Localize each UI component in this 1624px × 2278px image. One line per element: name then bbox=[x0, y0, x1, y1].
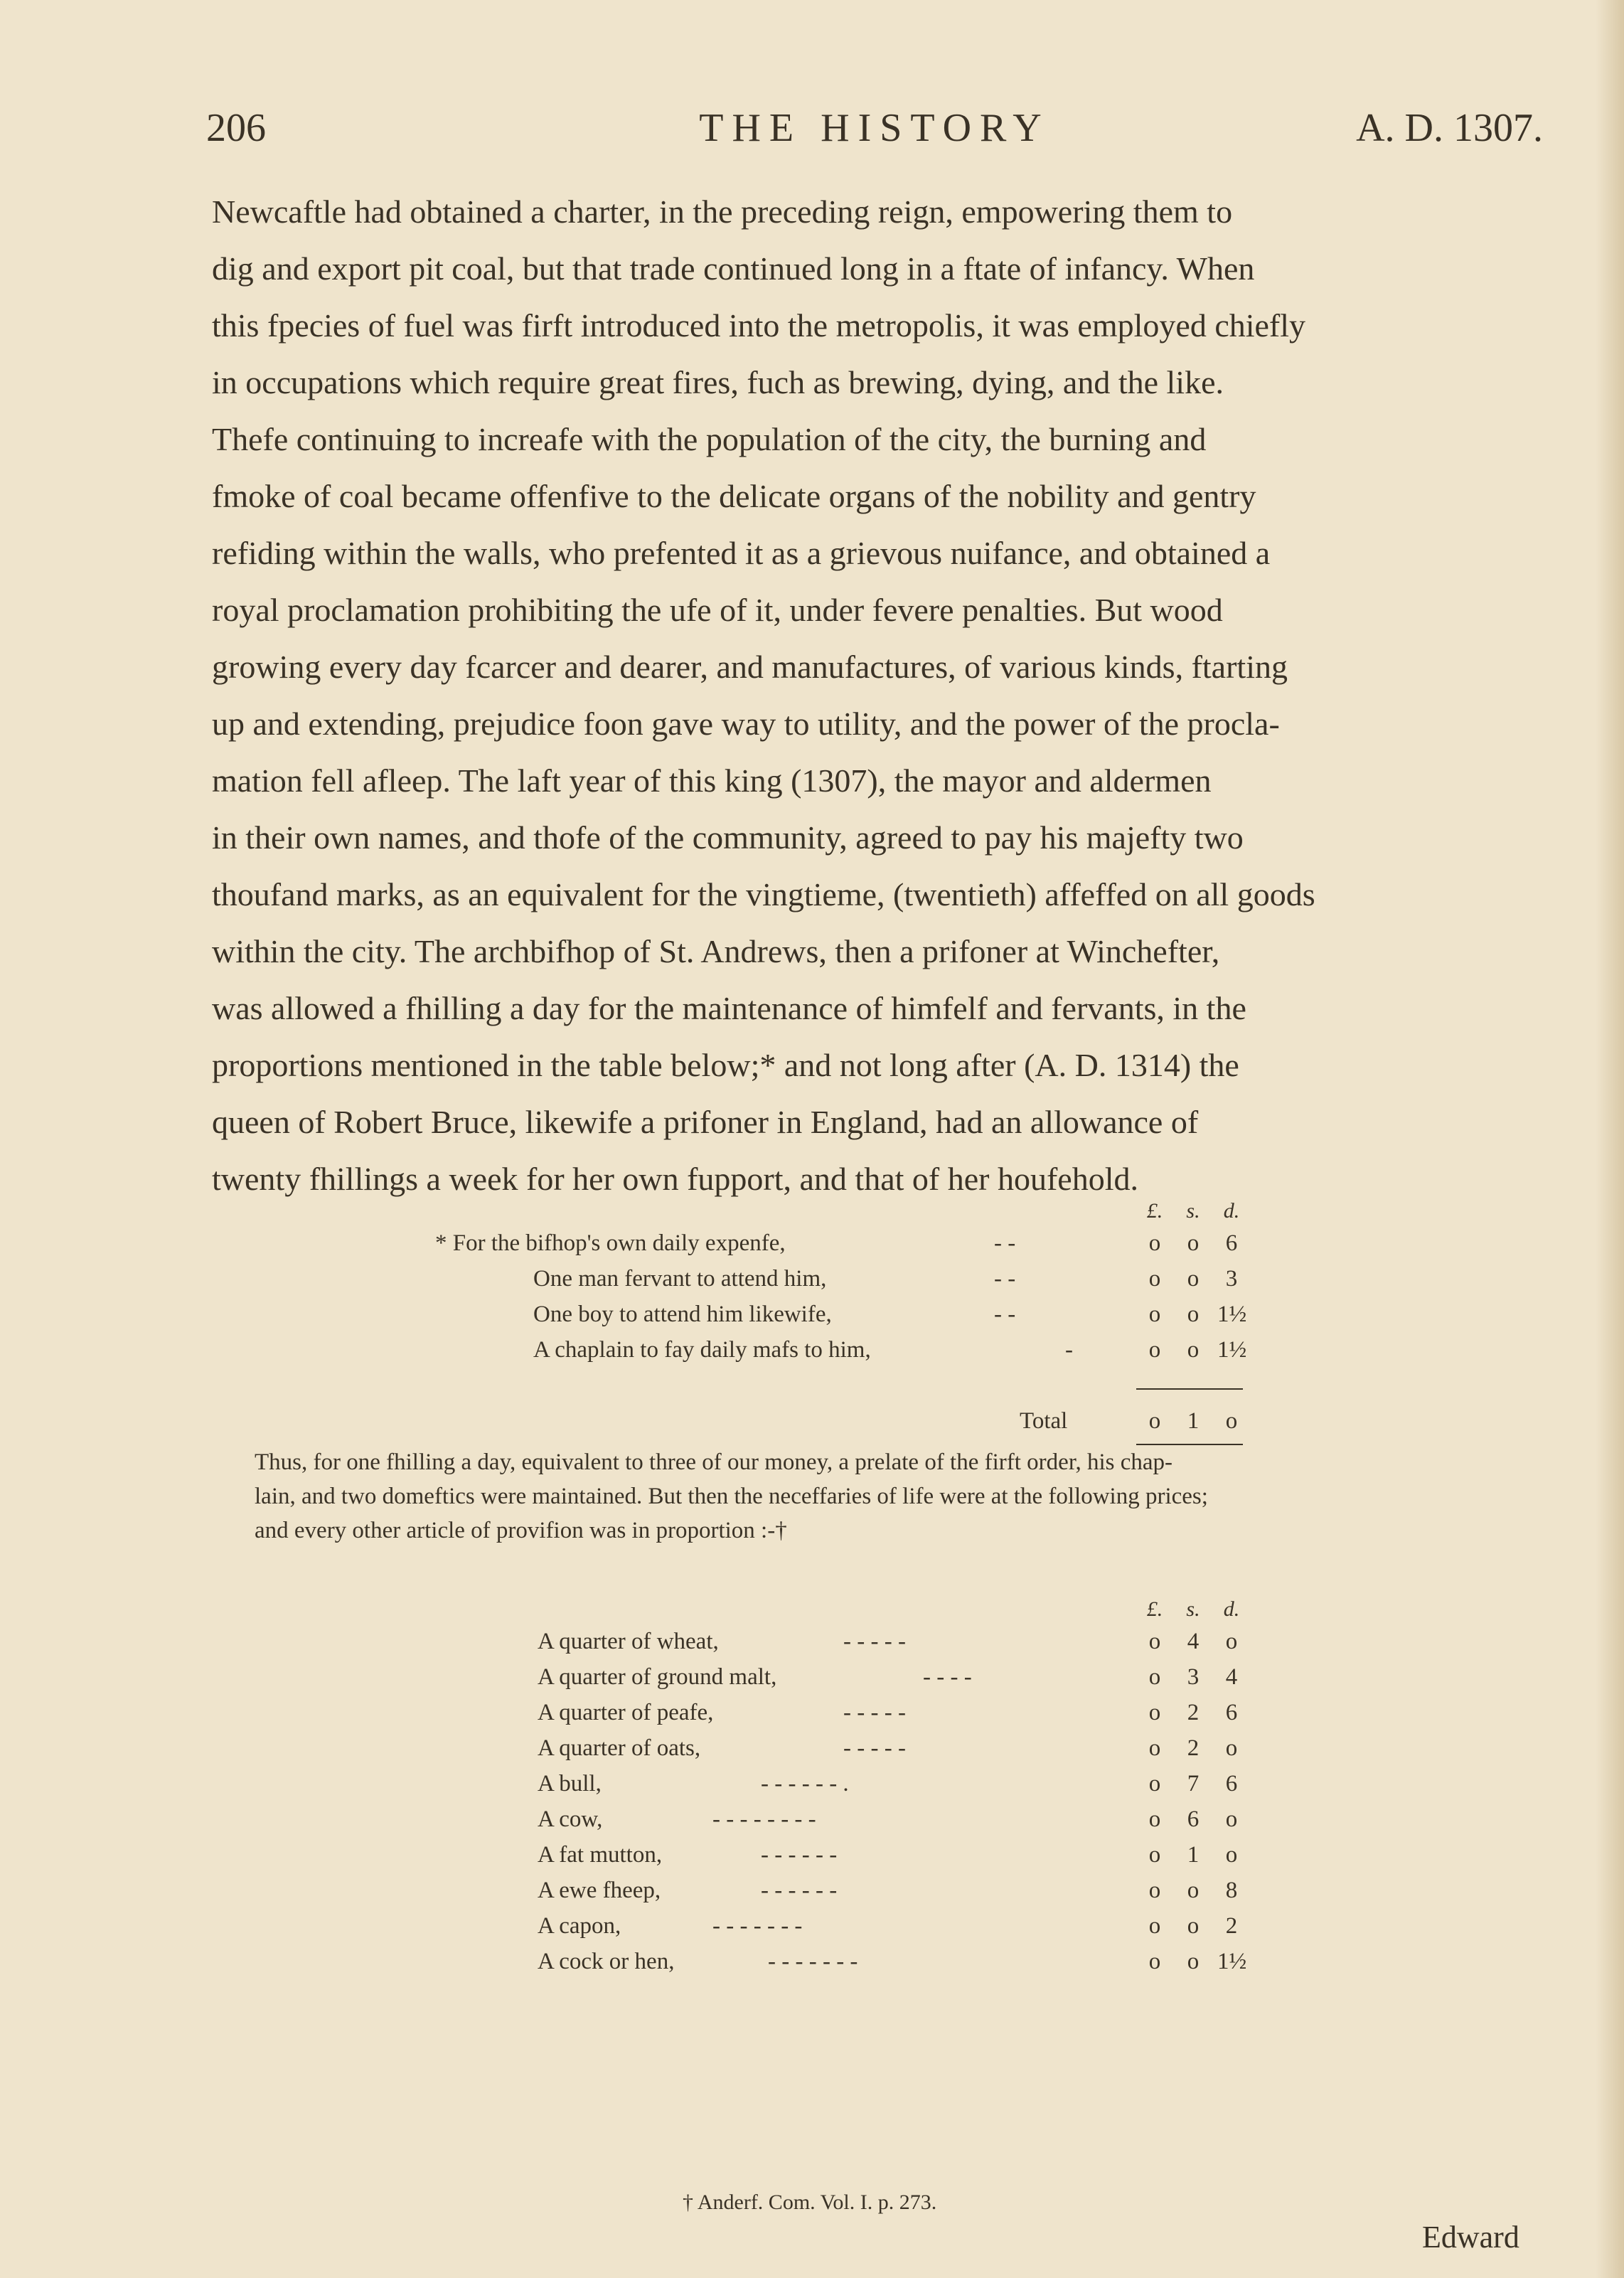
table-row bbox=[0, 1771, 1624, 1806]
body-line: refiding within the walls, who prefented it as a grievous nuifance, and obtained a bbox=[212, 535, 1271, 571]
row-leader: - - - - bbox=[923, 1664, 972, 1690]
row-label: One boy to attend him likewife, bbox=[533, 1302, 832, 1327]
pence-cell: 4 bbox=[1225, 1664, 1238, 1690]
total-rule bbox=[1136, 1388, 1243, 1390]
body-paragraph bbox=[212, 183, 1534, 1208]
footnote-line: Thus, for one fhilling a day, equivalent to three of our money, a prelate of the firft order, his chap- bbox=[255, 1449, 1173, 1475]
pounds-cell: o bbox=[1148, 1735, 1161, 1761]
shillings-cell: o bbox=[1187, 1302, 1200, 1327]
footnote-line: and every other article of provifion was in proportion :-† bbox=[255, 1518, 787, 1543]
shillings-cell: 7 bbox=[1187, 1771, 1200, 1797]
table-row bbox=[0, 1878, 1624, 1913]
table-row bbox=[0, 1700, 1624, 1735]
table-row bbox=[0, 1949, 1624, 1984]
column-head-shillings: s. bbox=[1186, 1199, 1200, 1223]
pounds-cell: o bbox=[1148, 1949, 1161, 1974]
total-label: Total bbox=[1020, 1408, 1068, 1434]
row-label: A quarter of peafe, bbox=[538, 1700, 714, 1725]
shillings-cell: 2 bbox=[1187, 1700, 1200, 1725]
pence-cell: 6 bbox=[1225, 1700, 1238, 1725]
shillings-cell: o bbox=[1187, 1878, 1200, 1903]
row-label: A fat mutton, bbox=[538, 1842, 663, 1868]
row-leader: - - - - - - . bbox=[761, 1771, 849, 1797]
row-leader: - - bbox=[994, 1230, 1016, 1256]
pounds-cell: o bbox=[1148, 1771, 1161, 1797]
row-label: A chaplain to fay daily mafs to him, bbox=[533, 1337, 871, 1363]
column-head-pence: d. bbox=[1223, 1597, 1240, 1621]
header-year: A. D. 1307. bbox=[1356, 106, 1543, 150]
row-label: A cow, bbox=[538, 1806, 603, 1832]
body-line: was allowed a fhilling a day for the maintenance of himfelf and fervants, in the bbox=[212, 990, 1246, 1026]
body-line: royal proclamation prohibiting the ufe of it, under fevere penalties. But wood bbox=[212, 592, 1223, 628]
row-label: One man fervant to attend him, bbox=[533, 1266, 827, 1292]
pence-cell: 6 bbox=[1225, 1230, 1238, 1256]
pounds-cell: o bbox=[1148, 1408, 1161, 1434]
pounds-cell: o bbox=[1148, 1629, 1161, 1654]
table-row bbox=[0, 1664, 1624, 1700]
row-leader: - - - - - - - bbox=[768, 1949, 858, 1974]
pounds-cell: o bbox=[1148, 1700, 1161, 1725]
pounds-cell: o bbox=[1148, 1266, 1161, 1292]
body-line: in their own names, and thofe of the community, agreed to pay his majefty two bbox=[212, 819, 1244, 856]
shillings-cell: 6 bbox=[1187, 1806, 1200, 1832]
body-line: twenty fhillings a week for her own fupport, and that of her houfehold. bbox=[212, 1161, 1138, 1197]
footnote-paragraph bbox=[255, 1445, 1534, 1548]
body-line: thoufand marks, as an equivalent for the vingtieme, (twentieth) affeffed on all goods bbox=[212, 876, 1315, 912]
body-line: up and extending, prejudice foon gave way to utility, and the power of the procla- bbox=[212, 706, 1280, 742]
row-label: A cock or hen, bbox=[538, 1949, 675, 1974]
body-line: Newcaftle had obtained a charter, in the preceding reign, empowering them to bbox=[212, 193, 1233, 230]
page-number: 206 bbox=[206, 106, 266, 150]
pounds-cell: o bbox=[1148, 1842, 1161, 1868]
pence-cell: o bbox=[1225, 1629, 1238, 1654]
table-row bbox=[0, 1735, 1624, 1771]
pence-cell: 2 bbox=[1225, 1913, 1238, 1939]
total-row bbox=[0, 1408, 1624, 1444]
body-line: growing every day fcarcer and dearer, and manufactures, of various kinds, ftarting bbox=[212, 649, 1288, 685]
pence-cell: o bbox=[1225, 1408, 1238, 1434]
table-row bbox=[0, 1806, 1624, 1842]
body-line: mation fell afleep. The laft year of this king (1307), the mayor and aldermen bbox=[212, 762, 1212, 799]
pounds-cell: o bbox=[1148, 1302, 1161, 1327]
running-header bbox=[206, 105, 1543, 162]
column-head-pounds: £. bbox=[1146, 1597, 1163, 1621]
row-leader: - - - - - - bbox=[761, 1878, 838, 1903]
column-head-pounds: £. bbox=[1146, 1199, 1163, 1223]
row-leader: - - - - - - - - bbox=[712, 1806, 816, 1832]
table-row bbox=[0, 1302, 1624, 1337]
row-leader: - - - - - - - bbox=[712, 1913, 803, 1939]
row-leader: - - bbox=[994, 1302, 1016, 1327]
body-line: this fpecies of fuel was firft introduced into the metropolis, it was employed chiefly bbox=[212, 307, 1306, 344]
pence-cell: 1½ bbox=[1217, 1302, 1247, 1327]
row-label: A quarter of oats, bbox=[538, 1735, 701, 1761]
shillings-cell: 3 bbox=[1187, 1664, 1200, 1690]
column-head-pence: d. bbox=[1223, 1199, 1240, 1223]
body-line: queen of Robert Bruce, likewife a prifoner in England, had an allowance of bbox=[212, 1104, 1199, 1140]
shillings-cell: o bbox=[1187, 1337, 1200, 1363]
body-line: proportions mentioned in the table below;* and not long after (A. D. 1314) the bbox=[212, 1047, 1239, 1083]
catchword: Edward bbox=[1422, 2220, 1519, 2255]
row-label: A bull, bbox=[538, 1771, 602, 1797]
pounds-cell: o bbox=[1148, 1230, 1161, 1256]
row-label: A capon, bbox=[538, 1913, 621, 1939]
row-leader: - bbox=[1065, 1337, 1073, 1363]
table-row bbox=[0, 1629, 1624, 1664]
row-leader: - - - - - bbox=[843, 1735, 906, 1761]
shillings-cell: o bbox=[1187, 1230, 1200, 1256]
shillings-cell: 4 bbox=[1187, 1629, 1200, 1654]
shillings-cell: o bbox=[1187, 1949, 1200, 1974]
shillings-cell: o bbox=[1187, 1913, 1200, 1939]
pence-cell: o bbox=[1225, 1806, 1238, 1832]
table-row bbox=[0, 1913, 1624, 1949]
body-line: Thefe continuing to increafe with the population of the city, the burning and bbox=[212, 421, 1207, 457]
row-label: * For the bifhop's own daily expenfe, bbox=[435, 1230, 786, 1256]
citation-footnote: † Anderf. Com. Vol. I. p. 273. bbox=[683, 2191, 937, 2214]
pence-cell: o bbox=[1225, 1735, 1238, 1761]
pounds-cell: o bbox=[1148, 1806, 1161, 1832]
column-head-shillings: s. bbox=[1186, 1597, 1200, 1621]
pence-cell: 3 bbox=[1225, 1266, 1238, 1292]
row-label: A ewe fheep, bbox=[538, 1878, 661, 1903]
shillings-cell: 1 bbox=[1187, 1408, 1200, 1434]
pounds-cell: o bbox=[1148, 1878, 1161, 1903]
footnote-line: lain, and two domeftics were maintained. But then the neceffaries of life were at the following prices; bbox=[255, 1484, 1208, 1509]
body-line: fmoke of coal became offenfive to the delicate organs of the nobility and gentry bbox=[212, 478, 1256, 514]
pence-cell: 1½ bbox=[1217, 1337, 1247, 1363]
row-leader: - - bbox=[994, 1266, 1016, 1292]
pounds-cell: o bbox=[1148, 1913, 1161, 1939]
running-title: THE HISTORY bbox=[699, 106, 1050, 150]
shillings-cell: 1 bbox=[1187, 1842, 1200, 1868]
row-label: A quarter of wheat, bbox=[538, 1629, 719, 1654]
table-row bbox=[0, 1337, 1624, 1373]
shillings-cell: 2 bbox=[1187, 1735, 1200, 1761]
table-row bbox=[0, 1230, 1624, 1266]
pounds-cell: o bbox=[1148, 1337, 1161, 1363]
body-line: within the city. The archbifhop of St. Andrews, then a prifoner at Winchefter, bbox=[212, 933, 1220, 969]
pounds-cell: o bbox=[1148, 1664, 1161, 1690]
row-leader: - - - - - bbox=[843, 1700, 906, 1725]
pence-cell: o bbox=[1225, 1842, 1238, 1868]
row-leader: - - - - - - bbox=[761, 1842, 838, 1868]
shillings-cell: o bbox=[1187, 1266, 1200, 1292]
pence-cell: 1½ bbox=[1217, 1949, 1247, 1974]
body-line: in occupations which require great fires, fuch as brewing, dying, and the like. bbox=[212, 364, 1224, 400]
row-leader: - - - - - bbox=[843, 1629, 906, 1654]
row-label: A quarter of ground malt, bbox=[538, 1664, 777, 1690]
table-row bbox=[0, 1842, 1624, 1878]
table-row bbox=[0, 1266, 1624, 1302]
pence-cell: 8 bbox=[1225, 1878, 1238, 1903]
body-line: dig and export pit coal, but that trade continued long in a ftate of infancy. When bbox=[212, 250, 1255, 287]
pence-cell: 6 bbox=[1225, 1771, 1238, 1797]
